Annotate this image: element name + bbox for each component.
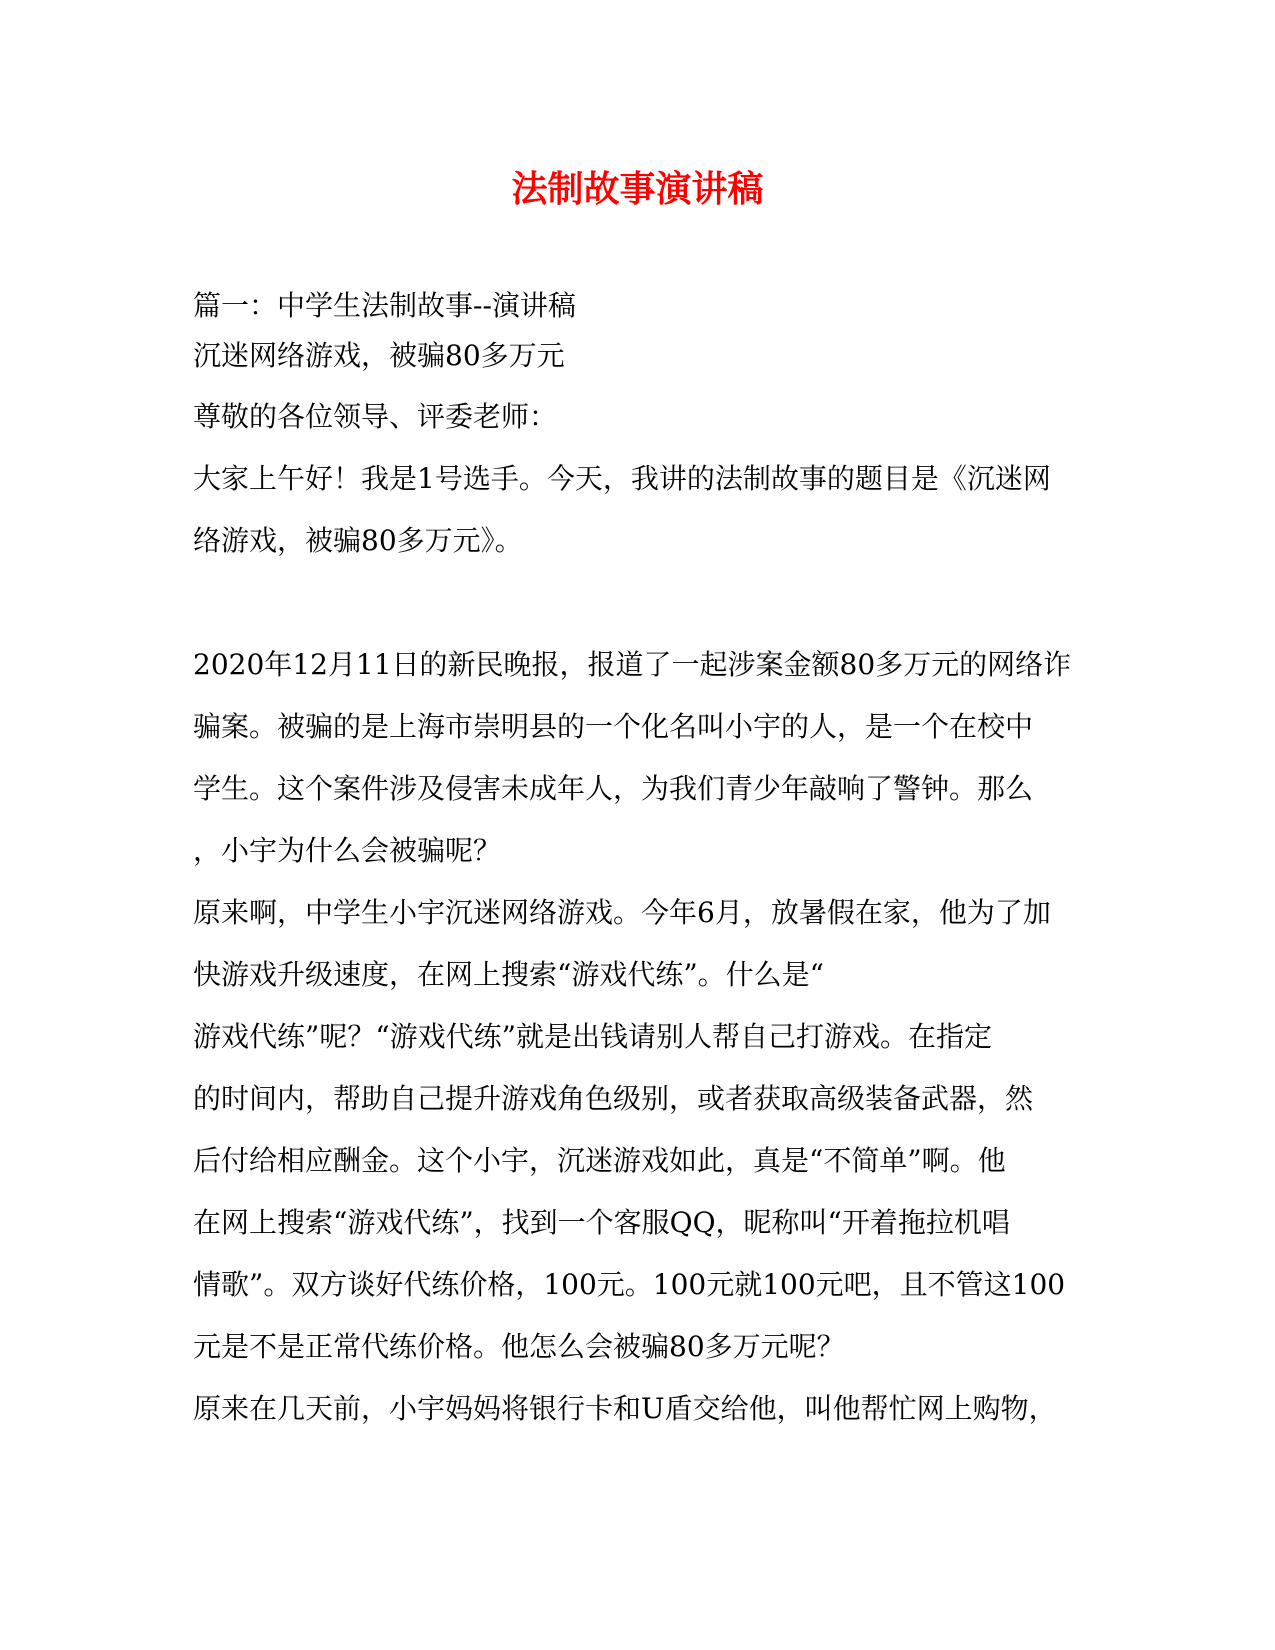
body-line: 后付给相应酬金。这个小宇，沉迷游戏如此，真是“不简单”啊。他 [193,1144,1006,1177]
page-title: 法制故事演讲稿 [511,168,764,210]
salutation-line: 尊敬的各位领导、评委老师： [193,400,558,433]
body-line: 学生。这个案件涉及侵害未成年人，为我们青少年敲响了警钟。那么 [193,772,1034,805]
body-line: 原来在几天前，小宇妈妈将银行卡和U盾交给他，叫他帮忙网上购物， [193,1392,1057,1425]
body-line: 络游戏，被骗80多万元》。 [193,524,523,557]
body-line: 元是不是正常代练价格。他怎么会被骗80多万元呢？ [193,1330,845,1363]
body-line: 游戏代练”呢？“游戏代练”就是出钱请别人帮自己打游戏。在指定 [193,1020,992,1053]
body-line: ，小宇为什么会被骗呢？ [193,834,502,867]
body-line: 的时间内，帮助自己提升游戏角色级别，或者获取高级装备武器，然 [193,1082,1034,1115]
body-line: 骗案。被骗的是上海市崇明县的一个化名叫小宇的人，是一个在校中 [193,710,1034,743]
speech-title-line: 沉迷网络游戏，被骗80多万元 [193,339,565,372]
body-line: 在网上搜索“游戏代练”，找到一个客服QQ，昵称叫“开着拖拉机唱 [193,1206,1010,1239]
body-line: 2020年12月11日的新民晚报，报道了一起涉案金额80多万元的网络诈 [193,648,1072,681]
body-line: 情歌”。双方谈好代练价格，100元。100元就100元吧，且不管这100 [193,1268,1066,1301]
body-line: 原来啊，中学生小宇沉迷网络游戏。今年6月，放暑假在家，他为了加 [193,896,1051,929]
section-heading: 篇一：中学生法制故事--演讲稿 [193,289,576,322]
body-line: 快游戏升级速度，在网上搜索“游戏代练”。什么是“ [193,958,824,991]
body-line: 大家上午好！我是1号选手。今天，我讲的法制故事的题目是《沉迷网 [193,462,1051,495]
